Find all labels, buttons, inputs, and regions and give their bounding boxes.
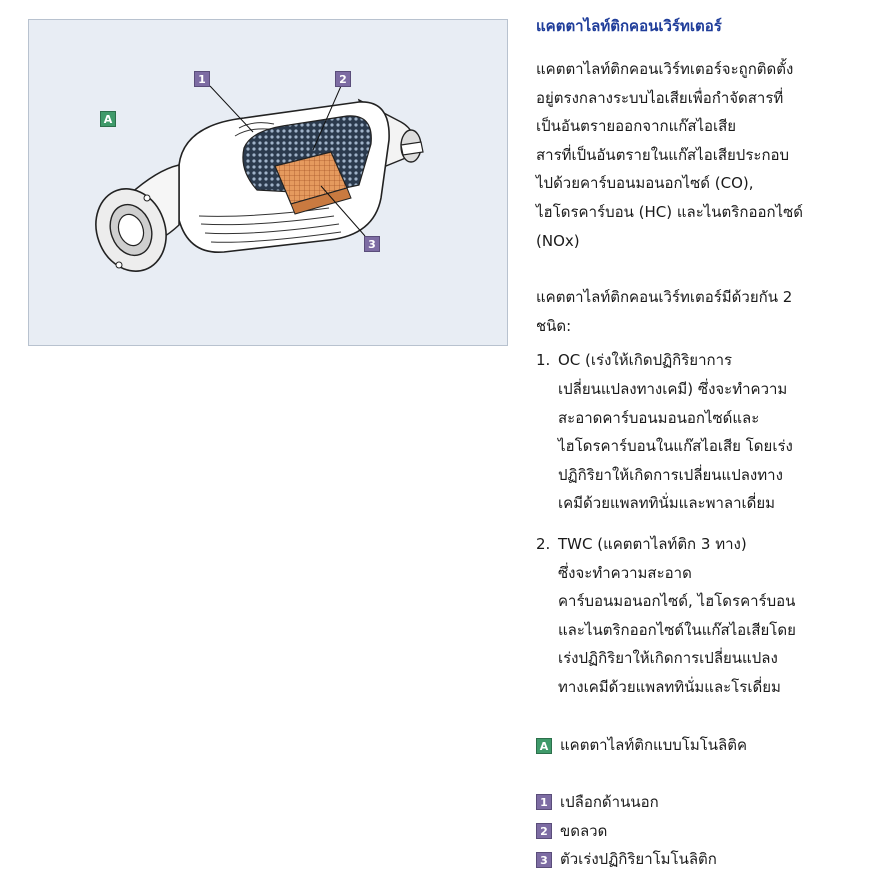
figure-tag-a: A (100, 111, 116, 127)
legend-label: ขดลวด (560, 821, 608, 840)
legend-label: เปลือกด้านนอก (560, 793, 659, 812)
list-item-number: 2. (536, 534, 551, 553)
list-item (536, 346, 866, 518)
figure-tag-3: 3 (364, 236, 380, 252)
intro-line: (NOx) (536, 231, 580, 250)
list-line: OC (เร่งให้เกิดปฏิกิริยาการ (558, 351, 733, 370)
intro-line: สารที่เป็นอันตรายในแก๊สไอเสียประกอบ (536, 145, 790, 164)
legend-tag-a: A (536, 738, 552, 754)
legend-row (536, 845, 866, 874)
figure-tag-1: 1 (194, 71, 210, 87)
list-line: เคมีด้วยแพลททินั่มและพาลาเดี่ยม (558, 494, 776, 513)
legend-tag-3: 3 (536, 852, 552, 868)
catalytic-converter-illustration (29, 20, 509, 347)
figure-tag-2: 2 (335, 71, 351, 87)
list-line: และไนตริกออกไซด์ในแก๊สไอเสียโดย (558, 620, 796, 639)
intro-line: ไปด้วยคาร์บอนมอนอกไซด์ (CO), (536, 174, 754, 193)
catalytic-converter-figure (28, 19, 508, 346)
legend-list (536, 788, 866, 874)
list-item-number: 1. (536, 351, 551, 370)
types-line: ชนิด: (536, 316, 572, 335)
intro-line: เป็นอันตรายออกจากแก๊สไอเสีย (536, 117, 737, 136)
description-text (536, 14, 866, 874)
legend-tag-2: 2 (536, 823, 552, 839)
legend-tag-1: 1 (536, 794, 552, 810)
list-line: ทางเคมีด้วยแพลททินั่มและโรเดี่ยม (558, 677, 781, 696)
legend-row (536, 788, 866, 817)
list-line: ไฮโดรคาร์บอนในแก๊สไอเสีย โดยเร่ง (558, 437, 793, 456)
types-paragraph (536, 283, 866, 340)
legend-a-row (536, 731, 866, 760)
list-line: เปลี่ยนแปลงทางเคมี) ซึ่งจะทำความ (558, 379, 788, 398)
types-line: แคตตาไลท์ติกคอนเวิร์ทเตอร์มีด้วยกัน 2 (536, 288, 793, 307)
legend-row (536, 817, 866, 846)
list-item (536, 530, 866, 702)
list-line: สะอาดคาร์บอนมอนอกไซด์และ (558, 408, 760, 427)
list-line: ซึ่งจะทำความสะอาด (558, 563, 692, 582)
intro-paragraph (536, 55, 866, 255)
list-line: TWC (แคตตาไลท์ติก 3 ทาง) (558, 534, 747, 553)
page-title: แคตตาไลท์ติกคอนเวิร์ทเตอร์ (536, 17, 722, 35)
list-line: คาร์บอนมอนอกไซด์, ไฮโดรคาร์บอน (558, 592, 796, 611)
legend-label: ตัวเร่งปฏิกิริยาโมโนลิติก (560, 850, 717, 869)
legend-a-label: แคตตาไลท์ติกแบบโมโนลิติค (560, 736, 747, 755)
intro-line: แคตตาไลท์ติกคอนเวิร์ทเตอร์จะถูกติดตั้ง (536, 60, 794, 78)
list-line: เร่งปฏิกิริยาให้เกิดการเปลี่ยนแปลง (558, 649, 778, 668)
intro-line: อยู่ตรงกลางระบบไอเสียเพื่อกำจัดสารที่ (536, 88, 784, 107)
intro-line: ไฮโดรคาร์บอน (HC) และไนตริกออกไซด์ (536, 202, 804, 221)
converter-types-list (536, 346, 866, 701)
list-line: ปฏิกิริยาให้เกิดการเปลี่ยนแปลงทาง (558, 465, 783, 484)
